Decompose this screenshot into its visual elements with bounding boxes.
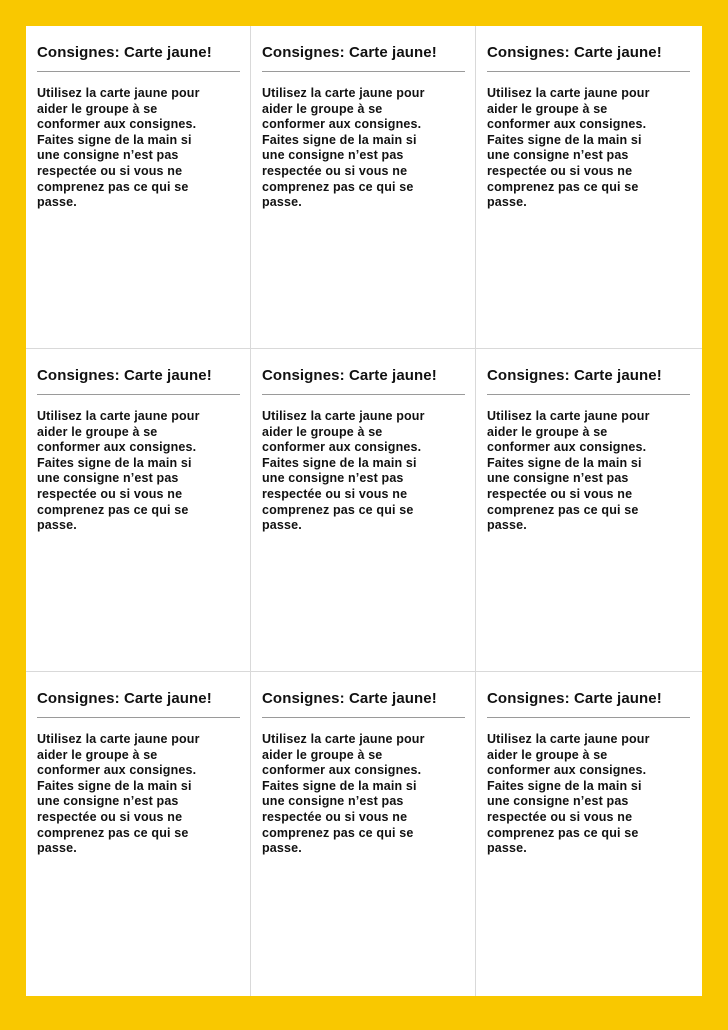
card-divider xyxy=(262,71,465,72)
card-body-line: une consigne n’est pas xyxy=(262,148,404,163)
card-body-line: une consigne n’est pas xyxy=(37,148,179,163)
card-body-line: comprenez pas ce qui se xyxy=(487,502,639,517)
card-body-line: une consigne n’est pas xyxy=(262,794,404,809)
card-body-line: Faites signe de la main si xyxy=(487,455,642,470)
card-body-line: comprenez pas ce qui se xyxy=(37,502,189,517)
card-body-line: Utilisez la carte jaune pour xyxy=(487,86,650,100)
card-body xyxy=(262,409,458,534)
card-body-line: Utilisez la carte jaune pour xyxy=(262,409,425,423)
card xyxy=(476,349,702,672)
card-body-line: Faites signe de la main si xyxy=(37,455,192,470)
card-title: Consignes: Carte jaune! xyxy=(262,44,437,61)
card xyxy=(26,672,251,996)
card-body-line: passe. xyxy=(37,195,77,210)
card-divider xyxy=(37,71,240,72)
card-body-line: passe. xyxy=(487,841,527,856)
card xyxy=(26,26,251,349)
card-body-line: Faites signe de la main si xyxy=(262,132,417,147)
card-body-line: Faites signe de la main si xyxy=(262,778,417,793)
card-body-line: aider le groupe à se xyxy=(37,747,158,762)
card-body-line: Utilisez la carte jaune pour xyxy=(37,86,200,100)
card xyxy=(251,26,476,349)
card-body-line: conformer aux consignes. xyxy=(37,763,197,778)
card-body-line: une consigne n’est pas xyxy=(37,471,179,486)
card-body-line: passe. xyxy=(262,195,302,210)
card-body-line: respectée ou si vous ne xyxy=(37,809,183,824)
card-divider xyxy=(37,394,240,395)
card-title: Consignes: Carte jaune! xyxy=(487,690,662,707)
card-divider xyxy=(487,394,690,395)
card-body-line: respectée ou si vous ne xyxy=(487,163,633,178)
card-body xyxy=(37,86,233,211)
card-body-line: conformer aux consignes. xyxy=(262,117,422,132)
card-body-line: Faites signe de la main si xyxy=(262,455,417,470)
card-body-line: aider le groupe à se xyxy=(37,101,158,116)
card-body-line: une consigne n’est pas xyxy=(487,471,629,486)
card-divider xyxy=(262,717,465,718)
card-body-line: aider le groupe à se xyxy=(37,424,158,439)
card-body-line: aider le groupe à se xyxy=(262,101,383,116)
card-body-line: conformer aux consignes. xyxy=(262,763,422,778)
card xyxy=(251,672,476,996)
card-body xyxy=(262,86,458,211)
card-divider xyxy=(37,717,240,718)
card-body-line: respectée ou si vous ne xyxy=(487,486,633,501)
card-body-line: conformer aux consignes. xyxy=(262,440,422,455)
card-body-line: respectée ou si vous ne xyxy=(37,163,183,178)
card-title: Consignes: Carte jaune! xyxy=(37,44,212,61)
card-body-line: comprenez pas ce qui se xyxy=(262,825,414,840)
card-body xyxy=(262,732,458,857)
card-body-line: une consigne n’est pas xyxy=(487,794,629,809)
card-body-line: conformer aux consignes. xyxy=(487,117,647,132)
card-body-line: Faites signe de la main si xyxy=(487,132,642,147)
card-body-line: Utilisez la carte jaune pour xyxy=(487,409,650,423)
card-body-line: respectée ou si vous ne xyxy=(487,809,633,824)
card-body-line: comprenez pas ce qui se xyxy=(487,179,639,194)
card xyxy=(476,672,702,996)
card-body-line: passe. xyxy=(262,518,302,533)
card-body-line: respectée ou si vous ne xyxy=(262,809,408,824)
card-body-line: conformer aux consignes. xyxy=(37,440,197,455)
card-title: Consignes: Carte jaune! xyxy=(487,367,662,384)
card-body-line: une consigne n’est pas xyxy=(262,471,404,486)
card-body xyxy=(37,409,233,534)
card-sheet xyxy=(26,26,702,996)
card-body-line: passe. xyxy=(37,841,77,856)
card-divider xyxy=(487,717,690,718)
card-body xyxy=(487,86,683,211)
card-title: Consignes: Carte jaune! xyxy=(487,44,662,61)
card-title: Consignes: Carte jaune! xyxy=(37,367,212,384)
card xyxy=(476,26,702,349)
card-body-line: aider le groupe à se xyxy=(262,424,383,439)
card-body-line: passe. xyxy=(487,195,527,210)
card-body-line: comprenez pas ce qui se xyxy=(37,825,189,840)
card xyxy=(251,349,476,672)
card xyxy=(26,349,251,672)
card-body-line: une consigne n’est pas xyxy=(37,794,179,809)
card-body-line: conformer aux consignes. xyxy=(487,440,647,455)
card-body-line: conformer aux consignes. xyxy=(37,117,197,132)
card-body-line: Utilisez la carte jaune pour xyxy=(487,732,650,746)
card-body xyxy=(487,732,683,857)
card-body-line: Utilisez la carte jaune pour xyxy=(37,732,200,746)
card-body-line: Faites signe de la main si xyxy=(37,132,192,147)
card-body-line: comprenez pas ce qui se xyxy=(262,502,414,517)
card-body-line: Utilisez la carte jaune pour xyxy=(262,732,425,746)
card-body xyxy=(487,409,683,534)
card-divider xyxy=(487,71,690,72)
card-body-line: aider le groupe à se xyxy=(487,424,608,439)
card-body-line: respectée ou si vous ne xyxy=(262,486,408,501)
card-body-line: respectée ou si vous ne xyxy=(262,163,408,178)
card-body-line: comprenez pas ce qui se xyxy=(262,179,414,194)
card-body-line: comprenez pas ce qui se xyxy=(487,825,639,840)
card-body-line: passe. xyxy=(487,518,527,533)
card-body-line: Faites signe de la main si xyxy=(37,778,192,793)
card-title: Consignes: Carte jaune! xyxy=(37,690,212,707)
card-body-line: respectée ou si vous ne xyxy=(37,486,183,501)
card-title: Consignes: Carte jaune! xyxy=(262,367,437,384)
card-body-line: Utilisez la carte jaune pour xyxy=(37,409,200,423)
card-body-line: aider le groupe à se xyxy=(487,101,608,116)
card-body-line: comprenez pas ce qui se xyxy=(37,179,189,194)
card-body-line: Faites signe de la main si xyxy=(487,778,642,793)
card-body-line: aider le groupe à se xyxy=(262,747,383,762)
card-body-line: Utilisez la carte jaune pour xyxy=(262,86,425,100)
card-title: Consignes: Carte jaune! xyxy=(262,690,437,707)
card-body-line: une consigne n’est pas xyxy=(487,148,629,163)
card-body-line: aider le groupe à se xyxy=(487,747,608,762)
card-divider xyxy=(262,394,465,395)
card-body-line: conformer aux consignes. xyxy=(487,763,647,778)
card-body xyxy=(37,732,233,857)
card-body-line: passe. xyxy=(262,841,302,856)
card-body-line: passe. xyxy=(37,518,77,533)
